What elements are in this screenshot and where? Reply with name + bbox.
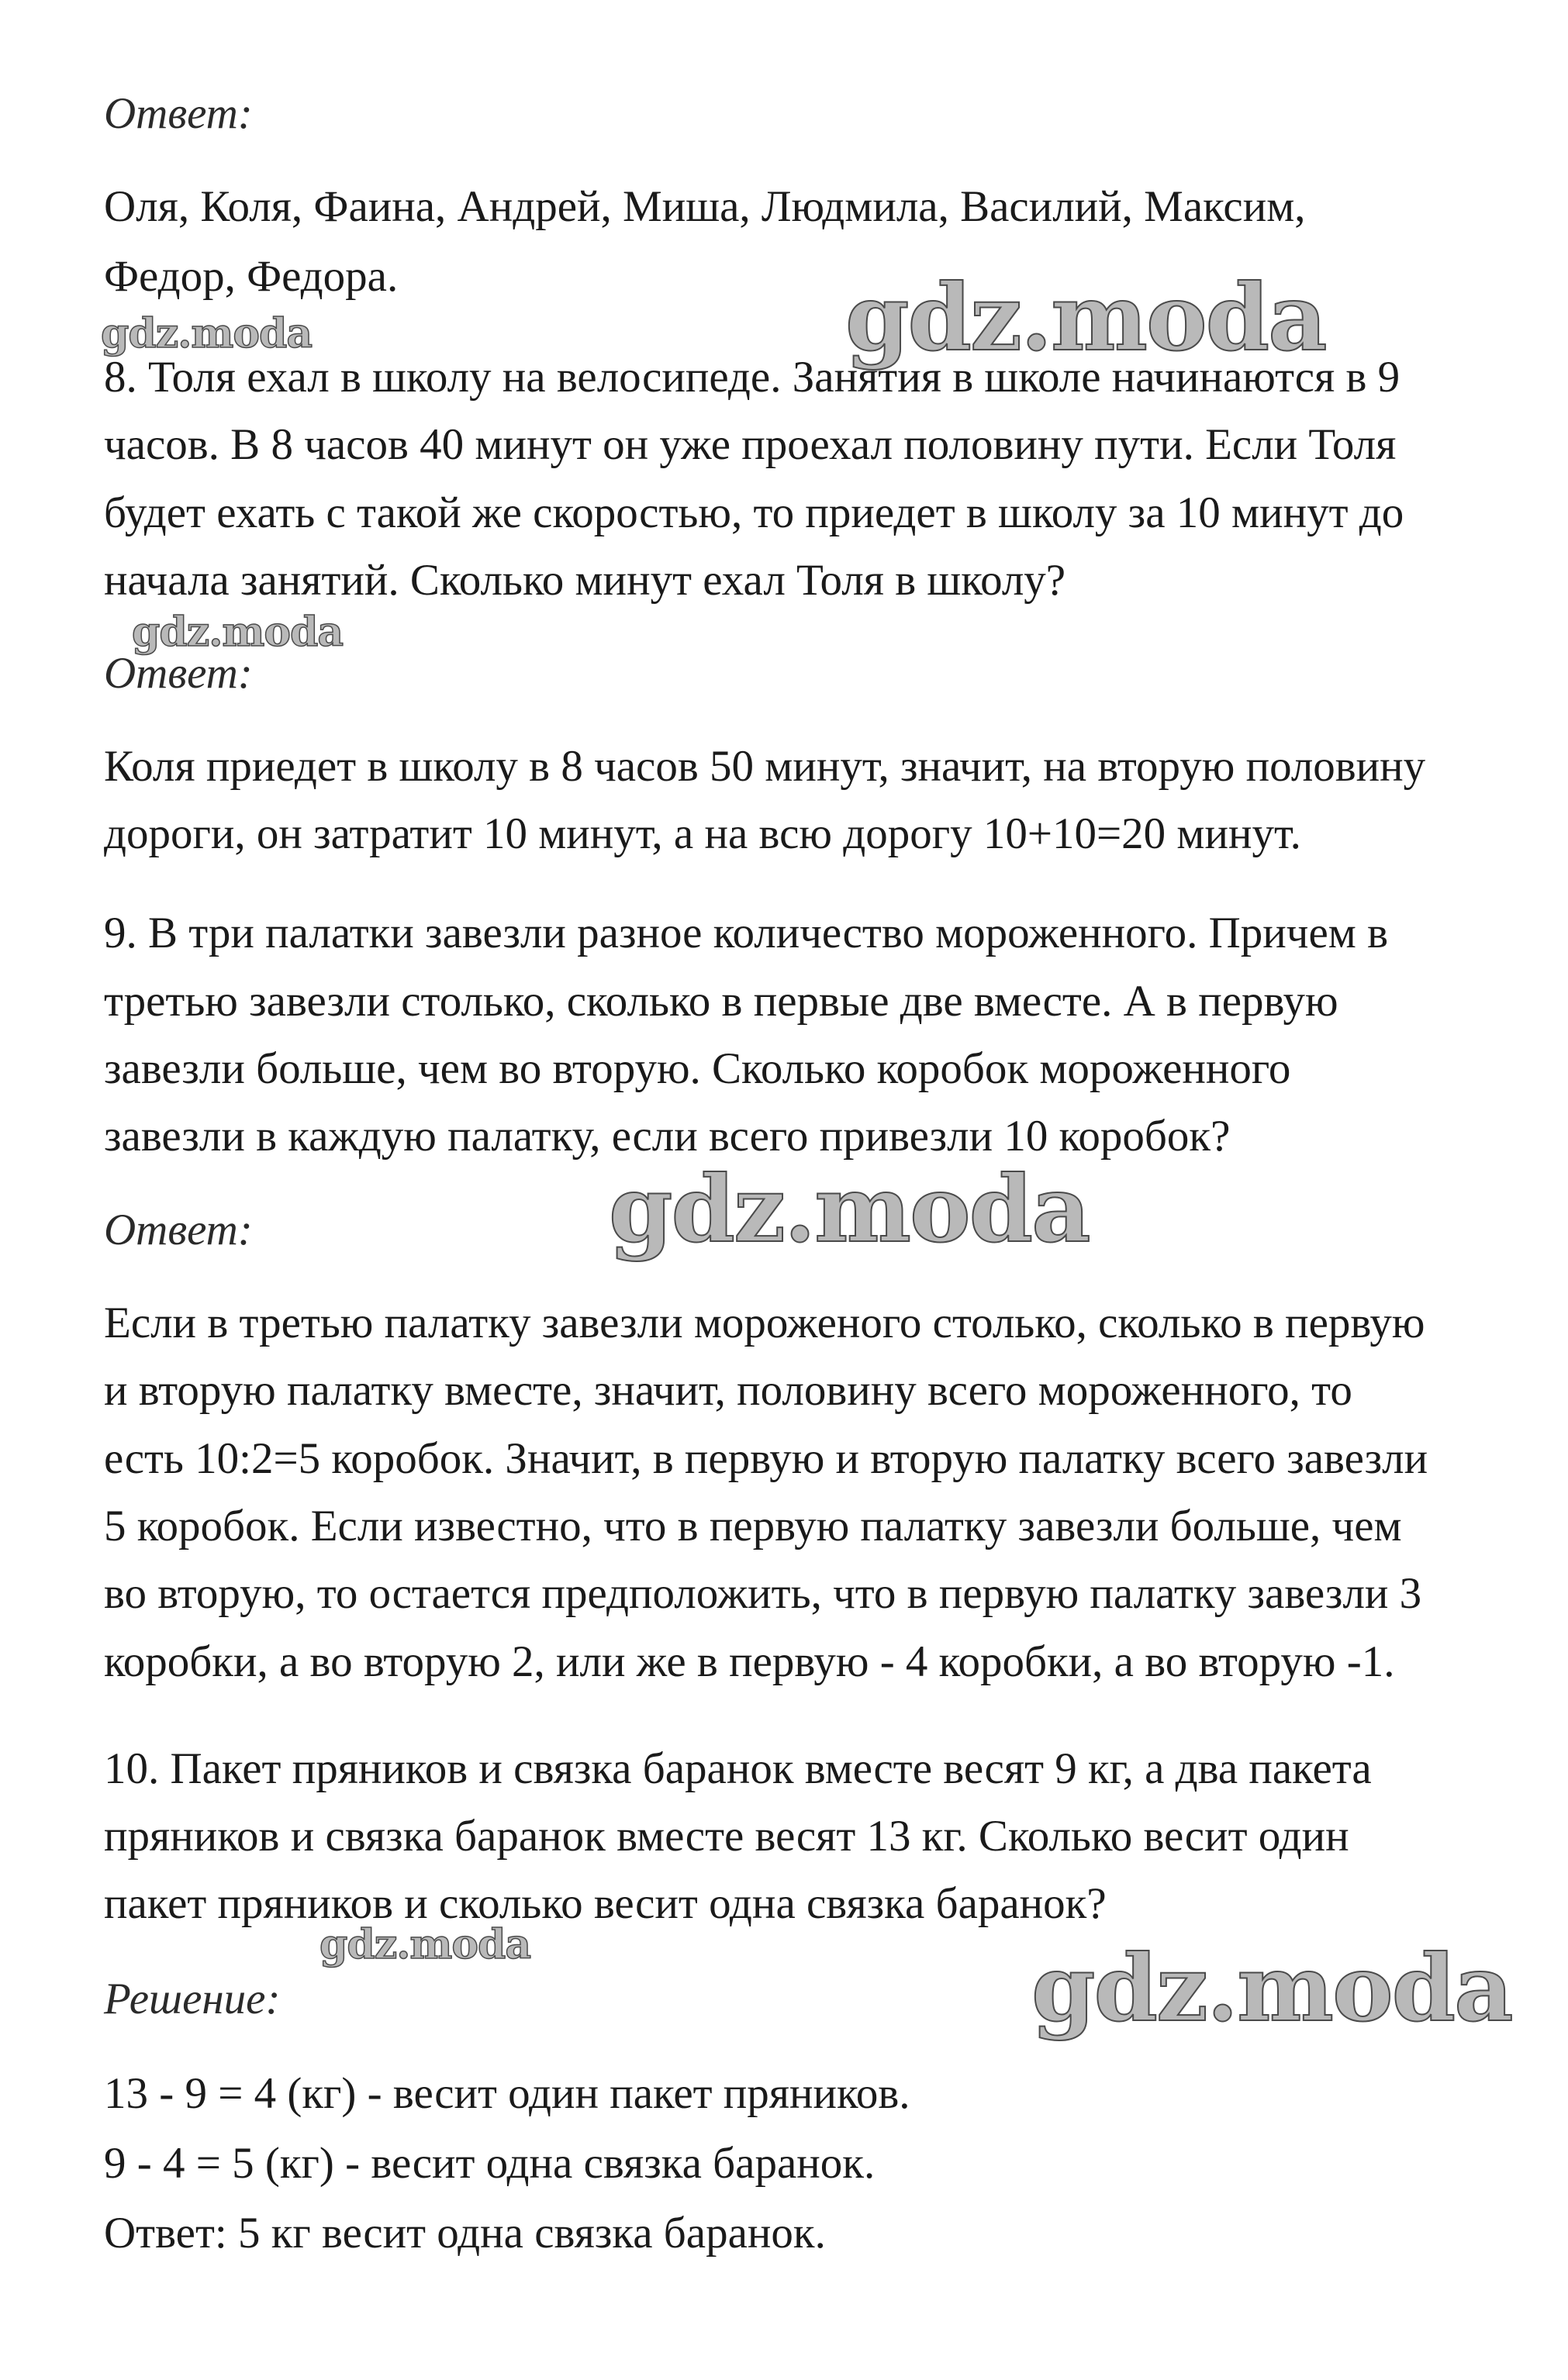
watermark-logo: gdz.moda — [845, 264, 1326, 371]
problem-8-line: часов. В 8 часов 40 минут он уже проехал половину пути. Если Толя — [104, 420, 1397, 469]
answer-9-line: коробки, а во вторую 2, или же в первую - 4 коробки, а во вторую -1. — [104, 1637, 1395, 1686]
answer-9-line: есть 10:2=5 коробок. Значит, в первую и вторую палатку всего завезли — [104, 1434, 1428, 1483]
problem-8-line: начала занятий. Сколько минут ехал Толя в школу? — [104, 556, 1066, 605]
problem-10-line: 10. Пакет пряников и связка баранок вместе весят 9 кг, а два пакета — [104, 1744, 1372, 1793]
problem-10-line: пряников и связка баранок вместе весят 13 кг. Сколько весит один — [104, 1812, 1349, 1861]
problem-8-line: будет ехать с такой же скоростью, то приедет в школу за 10 минут до — [104, 488, 1404, 537]
problem-9-line: завезли больше, чем во вторую. Сколько коробок мороженного — [104, 1044, 1291, 1093]
solution-answer-line: Ответ: 5 кг весит одна связка баранок. — [104, 2209, 826, 2258]
solution-label: Решение: — [104, 1975, 281, 2023]
problem-8-line: 8. Толя ехал в школу на велосипеде. Занятия в школе начинаются в 9 — [104, 353, 1400, 402]
answer-label: Ответ: — [104, 89, 253, 138]
answer-9-line: и вторую палатку вместе, значит, половину всего мороженного, то — [104, 1366, 1352, 1415]
watermark-logo: gdz.moda — [319, 1921, 531, 1968]
answer-8-line: дороги, он затратит 10 минут, а на всю дорогу 10+10=20 минут. — [104, 809, 1301, 858]
watermark-logo: gdz.moda — [1031, 1934, 1512, 2042]
problem-9-line: 9. В три палатки завезли разное количество мороженного. Причем в — [104, 909, 1389, 957]
answer-label: Ответ: — [104, 649, 253, 698]
text-line: Федор, Федора. — [104, 252, 399, 301]
answer-8-line: Коля приедет в школу в 8 часов 50 минут, значит, на вторую половину — [104, 742, 1426, 791]
answer-9-line: Если в третью палатку завезли мороженого столько, сколько в первую — [104, 1299, 1425, 1347]
answer-9-line: 5 коробок. Если известно, что в первую палатку завезли больше, чем — [104, 1502, 1402, 1550]
answer-label: Ответ: — [104, 1206, 253, 1254]
problem-10-line: пакет пряников и сколько весит одна связка баранок? — [104, 1879, 1107, 1928]
solution-line: 13 - 9 = 4 (кг) - весит один пакет пряников. — [104, 2069, 910, 2118]
answer-9-line: во вторую, то остается предположить, что в первую палатку завезли 3 — [104, 1569, 1422, 1618]
problem-9-line: третью завезли столько, сколько в первые две вместе. А в первую — [104, 977, 1338, 1026]
watermark-logo: gdz.moda — [101, 310, 313, 357]
text-line: Оля, Коля, Фаина, Андрей, Миша, Людмила, Василий, Максим, — [104, 182, 1306, 231]
solution-line: 9 - 4 = 5 (кг) - весит одна связка баранок. — [104, 2139, 876, 2188]
watermark-logo: gdz.moda — [132, 609, 344, 656]
watermark-logo: gdz.moda — [609, 1155, 1090, 1263]
problem-9-line: завезли в каждую палатку, если всего привезли 10 коробок? — [104, 1112, 1231, 1161]
